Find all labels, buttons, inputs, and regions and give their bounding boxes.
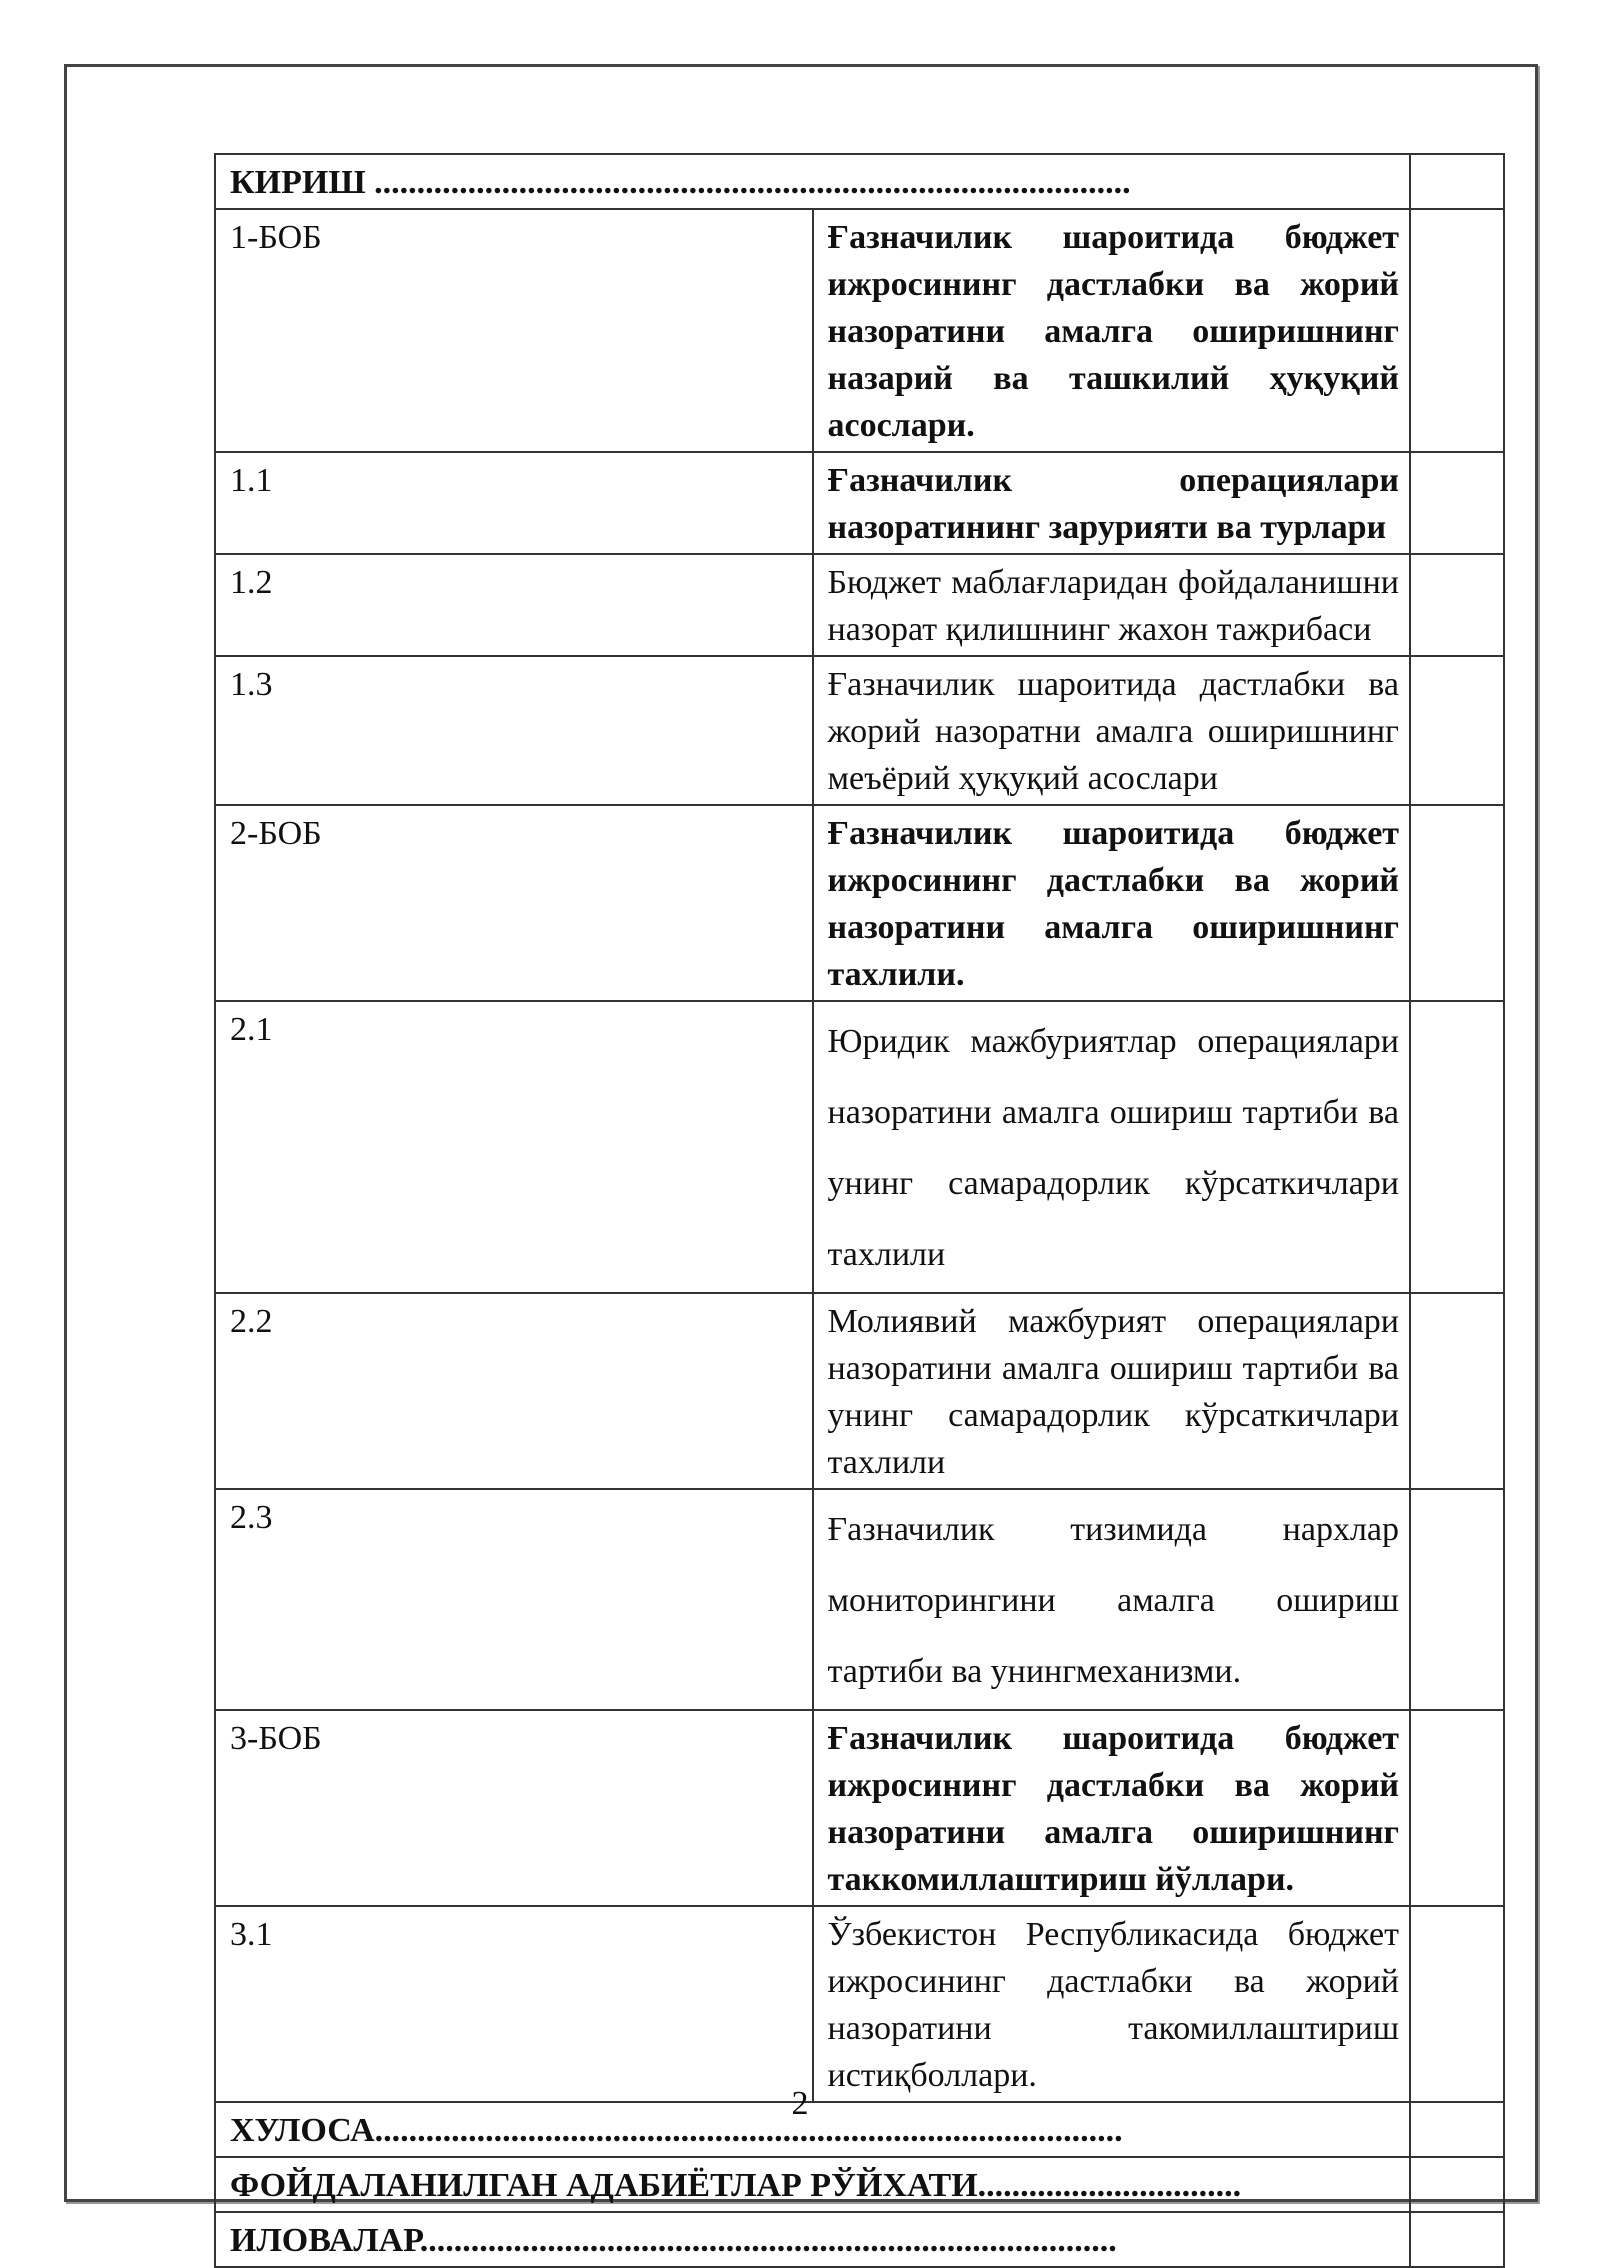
toc-title: Бюджет маблағларидан фойдаланишни назорат қилишнинг жахон тажрибаси <box>813 554 1411 656</box>
toc-page-cell <box>1410 1710 1504 1906</box>
toc-conclusion: ХУЛОСА........................................................................................ <box>215 2102 1410 2157</box>
toc-row <box>215 554 1504 656</box>
toc-number: 1-БОБ <box>215 209 813 452</box>
toc-title: Ўзбекистон Республикасида бюджет ижросининг дастлабки ва жорий назоратини такомиллаштириш истиқболлари. <box>813 1906 1411 2102</box>
toc-number: 2-БОБ <box>215 805 813 1001</box>
toc-title: Ғазначилик тизимида нархлар мониторингини амалга ошириш тартиби ва унингмеханизми. <box>813 1489 1411 1710</box>
toc-number: 1.3 <box>215 656 813 805</box>
toc-row <box>215 1293 1504 1489</box>
toc-number: 2.1 <box>215 1001 813 1293</box>
toc-page-cell <box>1410 1001 1504 1293</box>
toc-row <box>215 1001 1504 1293</box>
page-number: 2 <box>791 2085 809 2122</box>
toc-title: Юридик мажбуриятлар операциялари назоратини амалга ошириш тартиби ва унинг самарадорлик кўрсаткичлари тахлили <box>813 1001 1411 1293</box>
toc-number: 2.3 <box>215 1489 813 1710</box>
toc-row <box>215 1906 1504 2102</box>
toc-row <box>215 805 1504 1001</box>
table-of-contents <box>214 153 1505 2268</box>
toc-title: Ғазначилик шароитида бюджет ижросининг дастлабки ва жорий назоратини амалга оширишнинг назарий ва ташкилий ҳуқуқий асослари. <box>813 209 1411 452</box>
toc-row-references <box>215 2157 1504 2212</box>
toc-row-intro <box>215 154 1504 209</box>
toc-page-cell <box>1410 452 1504 554</box>
toc-title: Ғазначилик шароитида бюджет ижросининг дастлабки ва жорий назоратини амалга оширишнинг таккомиллаштириш йўллари. <box>813 1710 1411 1906</box>
toc-page-cell <box>1410 1906 1504 2102</box>
toc-page-cell <box>1410 154 1504 209</box>
toc-title: Ғазначилик шароитида дастлабки ва жорий назоратни амалга оширишнинг меъёрий ҳуқуқий асослари <box>813 656 1411 805</box>
toc-number: 3-БОБ <box>215 1710 813 1906</box>
toc-intro: КИРИШ ......................................................................................... <box>215 154 1410 209</box>
toc-number: 1.1 <box>215 452 813 554</box>
toc-page-cell <box>1410 2212 1504 2267</box>
toc-references: ФОЙДАЛАНИЛГАН АДАБИЁТЛАР РЎЙХАТИ............................... <box>215 2157 1410 2212</box>
toc-title: Ғазначилик операциялари назоратининг зарурияти ва турлари <box>813 452 1411 554</box>
toc-row <box>215 656 1504 805</box>
toc-row <box>215 1489 1504 1710</box>
toc-row <box>215 452 1504 554</box>
toc-page-cell <box>1410 554 1504 656</box>
toc-row <box>215 209 1504 452</box>
toc-number: 3.1 <box>215 1906 813 2102</box>
toc-page-cell <box>1410 1489 1504 1710</box>
toc-page-cell <box>1410 2157 1504 2212</box>
toc-appendices: ИЛОВАЛАР.................................................................................. <box>215 2212 1410 2267</box>
toc-row-appendices <box>215 2212 1504 2267</box>
toc-page-cell <box>1410 209 1504 452</box>
toc-page-cell <box>1410 656 1504 805</box>
toc-number: 1.2 <box>215 554 813 656</box>
toc-title: Ғазначилик шароитида бюджет ижросининг дастлабки ва жорий назоратини амалга оширишнинг тахлили. <box>813 805 1411 1001</box>
toc-number: 2.2 <box>215 1293 813 1489</box>
toc-title: Молиявий мажбурият операциялари назоратини амалга ошириш тартиби ва унинг самарадорлик кўрсаткичлари тахлили <box>813 1293 1411 1489</box>
toc-page-cell <box>1410 1293 1504 1489</box>
toc-row <box>215 1710 1504 1906</box>
toc-page-cell <box>1410 805 1504 1001</box>
